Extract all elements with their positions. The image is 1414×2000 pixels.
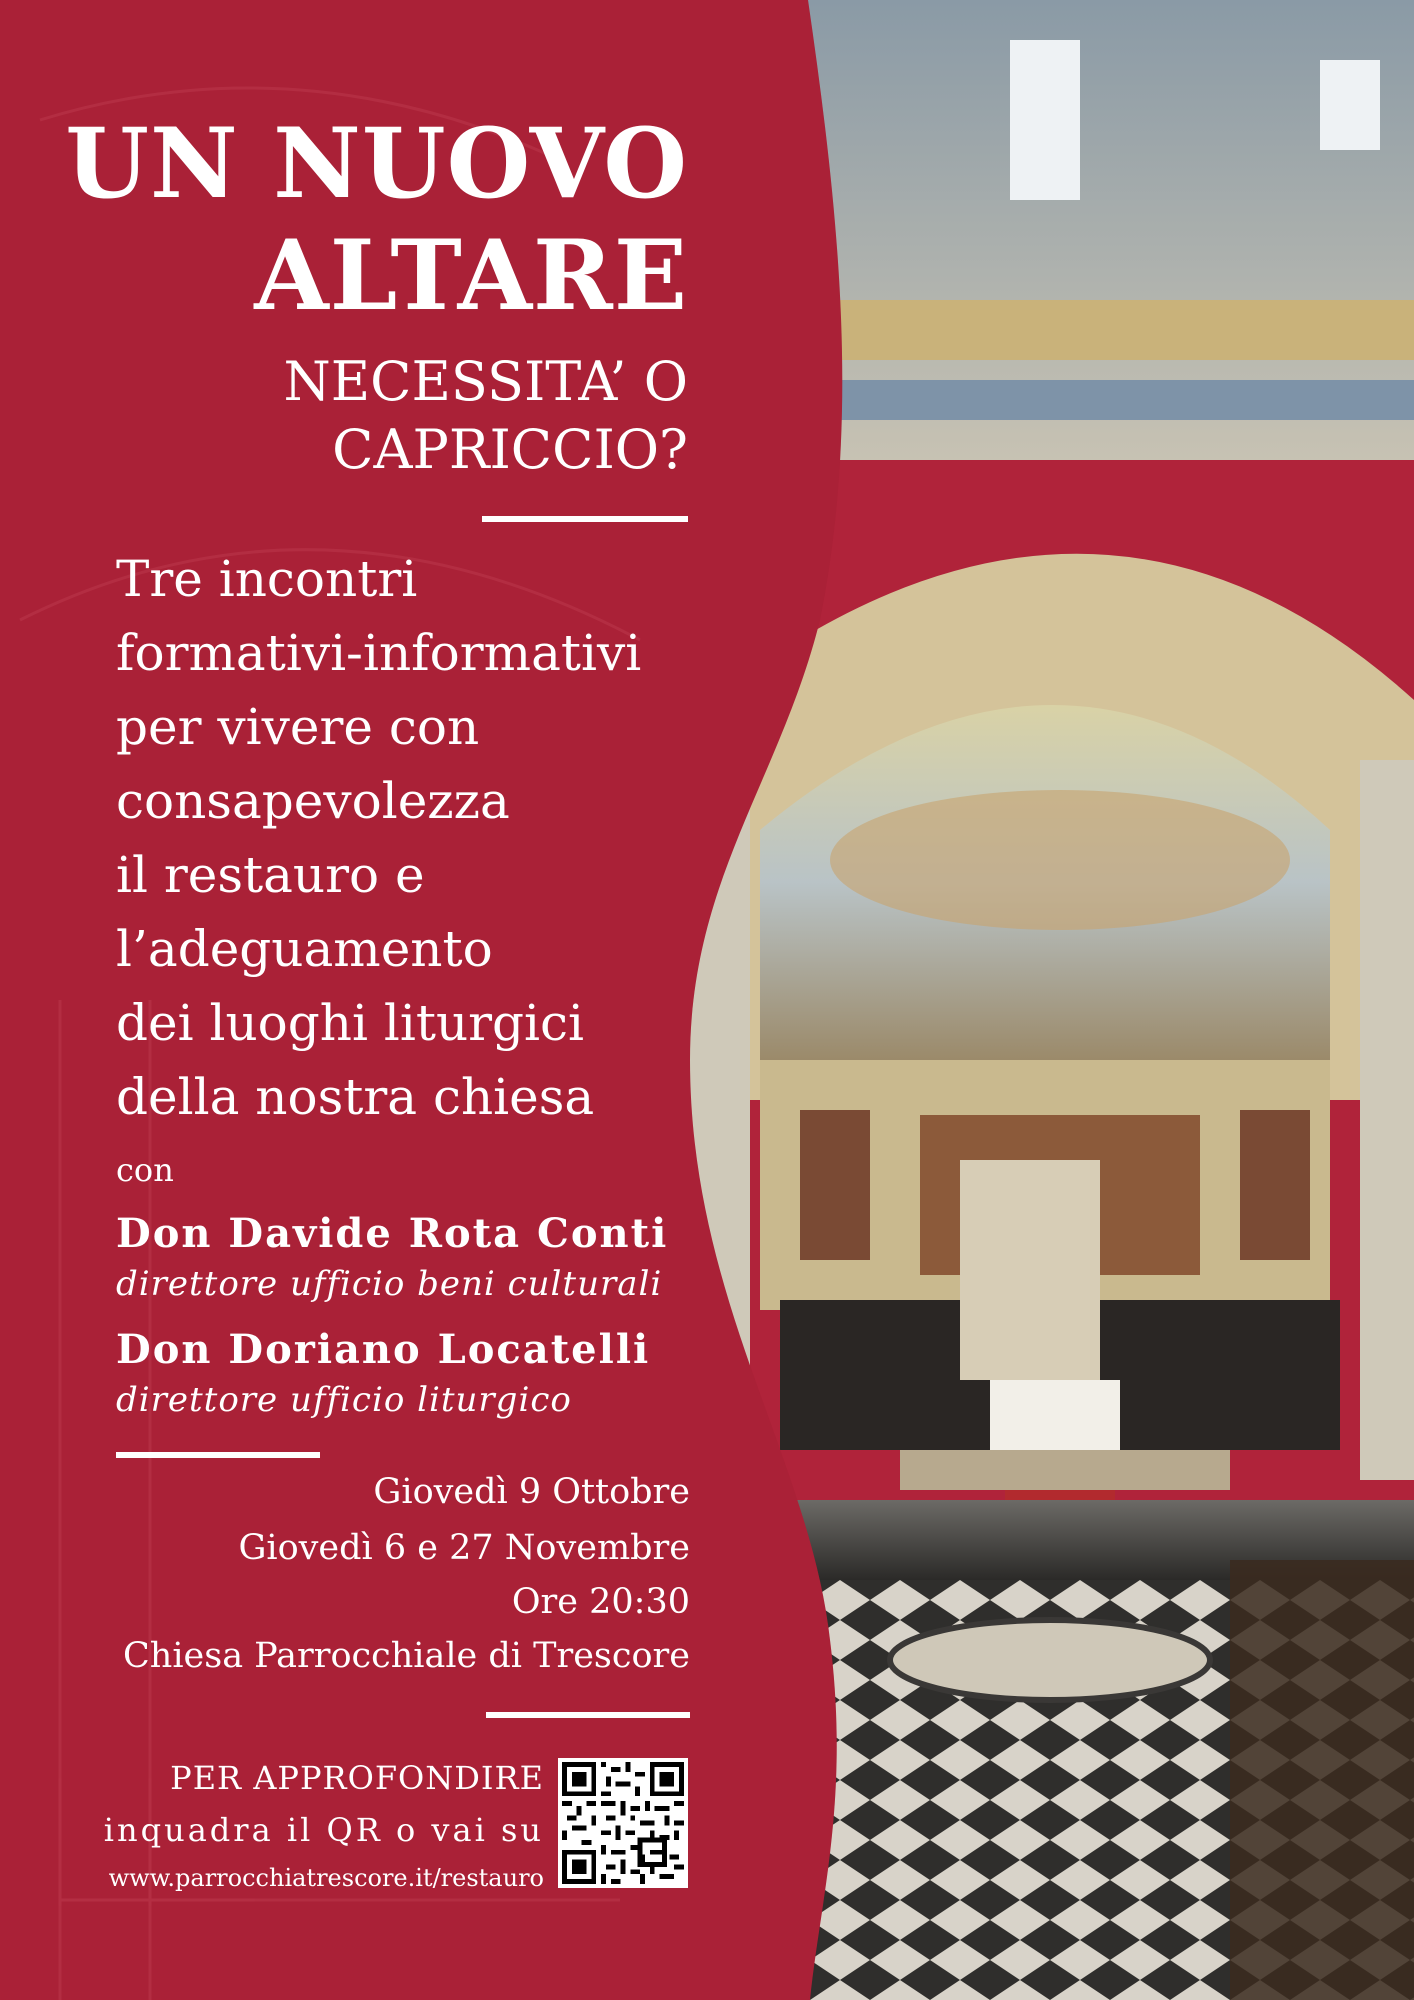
more-info-url[interactable]: www.parrocchiatrescore.it/restauro bbox=[108, 1864, 544, 1892]
description-line: della nostra chiesa bbox=[116, 1068, 595, 1126]
description-line: Tre incontri bbox=[116, 550, 418, 608]
divider-middle bbox=[116, 1452, 320, 1458]
with-label: con bbox=[116, 1151, 174, 1189]
more-info-instruction: inquadra il QR o vai su bbox=[103, 1811, 544, 1849]
description-line: per vivere con bbox=[116, 698, 480, 756]
poster-title-line-2: ALTARE bbox=[254, 219, 688, 332]
description-line: formativi-informativi bbox=[116, 624, 642, 682]
event-location: Chiesa Parrocchiale di Trescore bbox=[123, 1636, 690, 1676]
description-line: dei luoghi liturgici bbox=[116, 994, 585, 1052]
divider-bottom bbox=[486, 1712, 690, 1718]
speaker-role: direttore ufficio liturgico bbox=[116, 1380, 572, 1420]
speaker-name: Don Davide Rota Conti bbox=[116, 1210, 669, 1257]
event-description bbox=[116, 542, 641, 1134]
poster-subtitle-line-1: NECESSITA’ O bbox=[283, 350, 688, 413]
speaker-role: direttore ufficio beni culturali bbox=[116, 1264, 663, 1304]
poster-title-line-1: UN NUOVO bbox=[65, 107, 688, 220]
description-line: consapevolezza bbox=[116, 772, 510, 830]
description-line: l’adeguamento bbox=[116, 920, 493, 978]
poster-subtitle-line-2: CAPRICCIO? bbox=[332, 418, 688, 481]
more-info-heading: PER APPROFONDIRE bbox=[170, 1759, 544, 1797]
qr-code-icon[interactable] bbox=[558, 1758, 688, 1888]
speaker-name: Don Doriano Locatelli bbox=[116, 1326, 651, 1373]
event-date: Giovedì 9 Ottobre bbox=[373, 1472, 690, 1512]
divider-top bbox=[482, 516, 688, 522]
description-line: il restauro e bbox=[116, 846, 425, 904]
event-date: Giovedì 6 e 27 Novembre bbox=[238, 1528, 690, 1568]
event-time: Ore 20:30 bbox=[511, 1582, 690, 1622]
